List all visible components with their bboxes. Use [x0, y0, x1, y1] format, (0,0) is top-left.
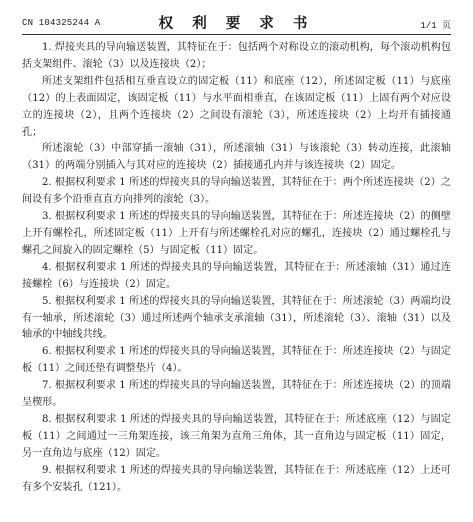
claim-3: 3. 根据权利要求 1 所述的焊接夹具的导向输送装置，其特征在于：所述连接块（2）的侧壁上开有螺栓孔，所述固定板（11）上开有与所述螺栓孔对应的螺孔，连接块（2）通过螺栓孔与螺孔之间旋入的固定螺栓（5）与固定板（11）固定。: [22, 211, 451, 256]
page-header: [22, 12, 451, 32]
header-divider: [22, 34, 451, 35]
claim-1: 1. 焊接夹具的导向输送装置，其特征在于：包括两个对称设立的滚动机构，每个滚动机构包括支架组件、滚轮（3）以及连接块（2）；: [22, 42, 451, 70]
page-number: 1/1 页: [420, 21, 451, 31]
claim-7: 7. 根据权利要求 1 所述的焊接夹具的导向输送装置，其特征在于：所述连接块（2）的顶端呈楔形。: [22, 380, 451, 409]
claim-5: 5. 根据权利要求 1 所述的焊接夹具的导向输送装置，其特征在于：所述滚轮（3）两端均设有一轴承，所述滚轮（3）通过所述两个轴承支承滚轴（31），所述滚轮（3）、滚轴（31）以及轴承的中轴线共线。: [22, 295, 451, 341]
claim-6: 6. 根据权利要求 1 所述的焊接夹具的导向输送装置，其特征在于：所述连接块（2）与固定板（11）之间还垫有调整垫片（4）。: [22, 346, 451, 375]
claim-1-paragraph-3: 所述滚轮（3）中部穿插一滚轴（31），所述滚轴（31）与该滚轮（3）转动连接，此滚轴（31）的两端分别插入与其对应的连接块（2）插接通孔内并与该连接块（2）固定。: [22, 143, 451, 172]
publication-number: CN 104325244 A: [22, 18, 101, 28]
claims-body: [22, 40, 451, 496]
claim-8: 8. 根据权利要求 1 所述的焊接夹具的导向输送装置，其特征在于：所述底座（12）与固定板（11）之间通过一三角架连接，该三角架为直角三角体，其一直角边与固定板（11）固定，另一直角边与底座（12）固定。: [22, 413, 451, 459]
claim-2: 2. 根据权利要求 1 所述的焊接夹具的导向输送装置，其特征在于：两个所述连接块（2）之间设有多个沿垂直直方向排列的滚轮（3）。: [22, 177, 451, 206]
claim-9: 9. 根据权利要求 1 所述的焊接夹具的导向输送装置，其特征在于：所述底座（12）上还可有多个安装孔（121）。: [22, 464, 451, 493]
document-title: 权 利 要 求 书: [158, 15, 315, 32]
claim-1-paragraph-2: 所述支架组件包括相互垂直设立的固定板（11）和底座（12），所述固定板（11）与底座（12）的上表面固定，该固定板（11）与水平面相垂直，在该固定板（11）上固有两个对应设立的连接块（2），且两个连接块（2）之间设有滚轮（3），所述连接块（2）上均开有插接通孔；: [22, 75, 451, 138]
claim-4: 4. 根据权利要求 1 所述的焊接夹具的导向输送装置，其特征在于：所述滚轴（31）通过连接螺栓（6）与连接块（2）固定。: [22, 261, 451, 290]
